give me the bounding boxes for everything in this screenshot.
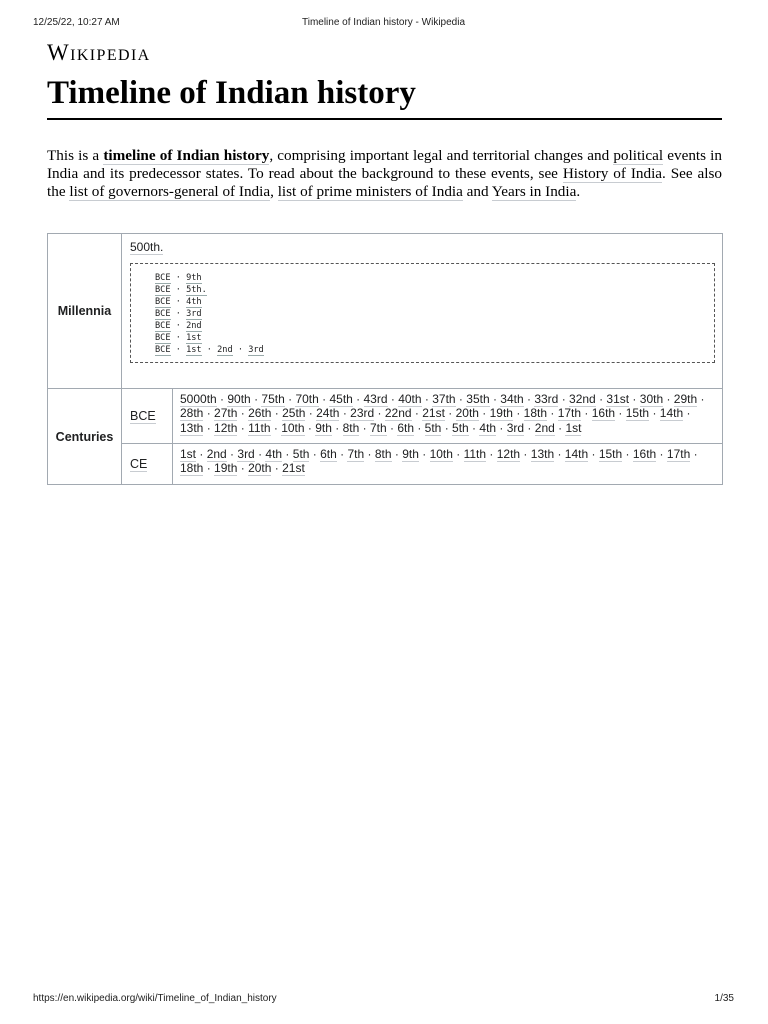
separator: · (629, 392, 640, 406)
separator: · (455, 392, 467, 406)
millennia-link[interactable]: BCE (155, 309, 171, 319)
century-link[interactable]: 18th (523, 406, 548, 421)
millennia-link[interactable]: 3rd (186, 309, 202, 319)
separator: · (414, 420, 425, 435)
separator: · (452, 447, 464, 461)
separator: · (444, 406, 456, 421)
bce-subheader[interactable]: BCE (122, 389, 173, 444)
ce-centuries-list (173, 444, 723, 485)
separator: · (520, 447, 531, 461)
separator: · (364, 447, 375, 461)
intro-text: , (270, 182, 278, 200)
century-link[interactable]: 7th (347, 447, 365, 461)
millennia-link[interactable]: 1st (186, 345, 202, 355)
separator: · (468, 420, 480, 435)
millennia-line (131, 344, 714, 356)
century-link[interactable]: 13th (530, 447, 555, 461)
century-link[interactable]: 11th (248, 420, 271, 435)
century-link[interactable]: 37th (432, 392, 456, 406)
print-date: 12/25/22, 10:27 AM (33, 17, 120, 28)
intro-text: This is a (47, 147, 104, 164)
century-link[interactable]: 5th (452, 420, 469, 435)
century-link[interactable]: 15th (625, 406, 650, 421)
separator: · (387, 392, 399, 406)
century-link[interactable]: 40th (398, 392, 422, 406)
separator: · (170, 285, 187, 295)
centuries-header: Centuries (48, 389, 122, 485)
separator: · (690, 447, 698, 461)
separator: · (656, 447, 667, 461)
century-link[interactable]: 6th (397, 420, 414, 435)
separator: · (254, 447, 266, 461)
separator: · (237, 461, 249, 476)
century-link[interactable]: 13th (180, 420, 204, 435)
millennia-link[interactable]: 500th. (130, 240, 164, 254)
millennia-link[interactable]: 3rd (248, 345, 264, 355)
millennia-link[interactable]: 2nd (217, 345, 233, 355)
intro-bold-link[interactable]: timeline of Indian history (103, 147, 270, 164)
century-link[interactable]: 4th (265, 447, 283, 461)
century-link[interactable]: 5th (292, 447, 310, 461)
separator: · (359, 420, 370, 435)
separator: · (270, 420, 282, 435)
separator: · (649, 406, 660, 421)
millennia-header: Millennia (48, 234, 122, 389)
century-link[interactable]: 29th (673, 392, 698, 406)
century-link[interactable]: 10th (429, 447, 453, 461)
millennia-cell (122, 234, 723, 389)
century-link[interactable]: 19th (489, 406, 513, 421)
separator: · (512, 406, 524, 421)
century-link[interactable]: 16th (591, 406, 616, 421)
century-link[interactable]: 3rd (237, 447, 255, 461)
separator: · (615, 406, 626, 421)
separator: · (523, 392, 535, 406)
century-link[interactable]: 21st (282, 461, 305, 476)
millennia-line (131, 320, 714, 332)
century-link[interactable]: 8th (374, 447, 392, 461)
separator: · (282, 447, 293, 461)
century-link[interactable]: 70th (295, 392, 319, 406)
century-link[interactable]: 24th (316, 406, 340, 421)
intro-text: and (462, 182, 492, 200)
separator: · (318, 392, 330, 406)
century-link[interactable]: 5th (424, 420, 442, 435)
separator: · (203, 461, 215, 476)
wikipedia-logo[interactable]: Wikipedia (47, 40, 151, 65)
separator: · (554, 420, 566, 435)
century-link[interactable]: 12th (214, 420, 238, 435)
separator: · (237, 420, 249, 435)
separator: · (352, 392, 364, 406)
separator: · (226, 447, 238, 461)
separator: · (309, 447, 321, 461)
century-link[interactable]: 45th (329, 392, 353, 406)
print-page-number: 1/35 (714, 993, 734, 1004)
millennia-link[interactable]: 4th (186, 297, 202, 307)
century-link[interactable]: 18th (180, 461, 204, 476)
century-link[interactable]: 10th (281, 420, 305, 435)
separator: · (271, 406, 283, 421)
century-link[interactable]: 23rd (350, 406, 375, 421)
century-link[interactable]: 9th (315, 420, 332, 435)
century-link[interactable]: 90th (227, 392, 251, 406)
millennia-link[interactable]: 5th. (186, 285, 207, 295)
century-link[interactable]: 15th (598, 447, 623, 461)
century-link[interactable]: 31st (606, 392, 630, 406)
century-link[interactable]: 11th (463, 447, 487, 461)
separator: · (441, 420, 453, 435)
century-link[interactable]: 6th (320, 447, 337, 461)
century-link[interactable]: 32nd (569, 392, 596, 406)
intro-text: . (576, 182, 581, 200)
separator: · (489, 392, 501, 406)
century-link[interactable]: 75th (261, 392, 285, 406)
separator: · (683, 406, 691, 421)
millennia-line (131, 296, 714, 308)
separator: · (170, 345, 187, 355)
century-link[interactable]: 2nd (534, 420, 555, 435)
century-link[interactable]: 12th (496, 447, 521, 461)
separator: · (697, 392, 705, 406)
separator: · (496, 420, 507, 435)
millennia-link[interactable]: BCE (155, 297, 171, 307)
century-link[interactable]: 8th (342, 420, 360, 435)
separator: · (331, 420, 343, 435)
century-link[interactable]: 3rd (506, 420, 525, 435)
link-prime-ministers[interactable]: list of prime ministers of India (277, 182, 463, 200)
millennia-link[interactable]: 2nd (186, 321, 202, 331)
separator: · (411, 406, 423, 421)
separator: · (554, 447, 565, 461)
century-link[interactable]: 1st (180, 447, 197, 461)
page-title: Timeline of Indian history (47, 72, 722, 120)
separator: · (418, 447, 430, 461)
millennia-link[interactable]: BCE (155, 333, 171, 343)
millennia-line (131, 308, 714, 320)
millennia-line (131, 284, 714, 296)
millennia-link[interactable]: BCE (155, 273, 171, 283)
century-link[interactable]: 17th (666, 447, 691, 461)
separator: · (284, 392, 296, 406)
print-page-title: Timeline of Indian history - Wikipedia (301, 17, 466, 28)
century-link[interactable]: 5000th (180, 392, 217, 406)
intro-paragraph (47, 147, 722, 200)
century-link[interactable]: 34th (500, 392, 524, 406)
separator: · (170, 309, 187, 319)
century-link[interactable]: 9th (402, 447, 419, 461)
link-years-in-india[interactable]: Years in India (491, 182, 577, 200)
millennia-box (130, 263, 715, 363)
millennia-link[interactable]: BCE (155, 321, 171, 331)
separator: · (558, 392, 570, 406)
separator: · (374, 406, 385, 421)
separator: · (339, 406, 351, 421)
separator: · (663, 392, 674, 406)
separator: · (336, 447, 348, 461)
century-link[interactable]: 35th (466, 392, 490, 406)
century-link[interactable]: 7th (369, 420, 387, 435)
separator: · (170, 297, 187, 307)
intro-text: , comprising important legal and territorial changes and (269, 147, 614, 164)
link-governors-general[interactable]: list of governors-general of India (69, 182, 271, 200)
separator: · (486, 447, 497, 461)
century-link[interactable]: 30th (639, 392, 664, 406)
separator: · (250, 392, 262, 406)
separator: · (203, 406, 215, 421)
separator: · (216, 392, 228, 406)
separator: · (478, 406, 490, 421)
separator: · (524, 420, 535, 435)
separator: · (201, 345, 218, 355)
century-link[interactable]: 27th (214, 406, 238, 421)
century-link[interactable]: 33rd (534, 392, 559, 406)
separator: · (170, 273, 187, 283)
separator: · (305, 406, 317, 421)
intro-text: . See also the (47, 164, 722, 200)
century-link[interactable]: 19th (214, 461, 238, 476)
separator: · (581, 406, 592, 421)
century-link[interactable]: 22nd (384, 406, 412, 421)
separator: · (203, 420, 215, 435)
century-link[interactable]: 25th (282, 406, 306, 421)
separator: · (386, 420, 398, 435)
millennia-line (131, 272, 714, 284)
separator: · (304, 420, 316, 435)
century-link[interactable]: 28th (180, 406, 204, 421)
separator: · (622, 447, 633, 461)
intro-text: events in India and its predecessor states. To read about the background to these events, see (47, 147, 722, 182)
separator: · (232, 345, 249, 355)
century-link[interactable]: 4th (479, 420, 497, 435)
bce-centuries-list (173, 389, 723, 444)
separator: · (547, 406, 558, 421)
separator: · (170, 333, 187, 343)
century-link[interactable]: 17th (557, 406, 582, 421)
century-link[interactable]: 1st (565, 420, 582, 435)
separator: · (237, 406, 249, 421)
separator: · (196, 447, 207, 461)
century-link[interactable]: 20th (248, 461, 272, 476)
separator: · (271, 461, 283, 476)
millennia-link[interactable]: BCE (155, 285, 171, 295)
link-history-of-india[interactable]: History of India (562, 164, 663, 182)
century-link[interactable]: 14th (564, 447, 589, 461)
century-link[interactable]: 20th (455, 406, 479, 421)
century-link[interactable]: 14th (659, 406, 684, 421)
ce-subheader[interactable]: CE (122, 444, 173, 485)
century-link[interactable]: 26th (248, 406, 272, 421)
millennia-top-line (130, 240, 714, 254)
century-link[interactable]: 43rd (363, 392, 388, 406)
separator: · (421, 392, 433, 406)
link-political[interactable]: political (613, 147, 664, 164)
separator: · (595, 392, 607, 406)
timeline-navbox (47, 233, 723, 485)
separator: · (588, 447, 599, 461)
print-url: https://en.wikipedia.org/wiki/Timeline_of_Indian_history (33, 993, 277, 1004)
century-link[interactable]: 21st (422, 406, 445, 421)
century-link[interactable]: 16th (632, 447, 657, 461)
century-link[interactable]: 2nd (206, 447, 227, 461)
millennia-line (131, 332, 714, 344)
millennia-link[interactable]: BCE (155, 345, 171, 355)
separator: · (170, 321, 187, 331)
separator: · (391, 447, 403, 461)
millennia-link[interactable]: 9th (186, 273, 202, 283)
millennia-link[interactable]: 1st (186, 333, 202, 343)
